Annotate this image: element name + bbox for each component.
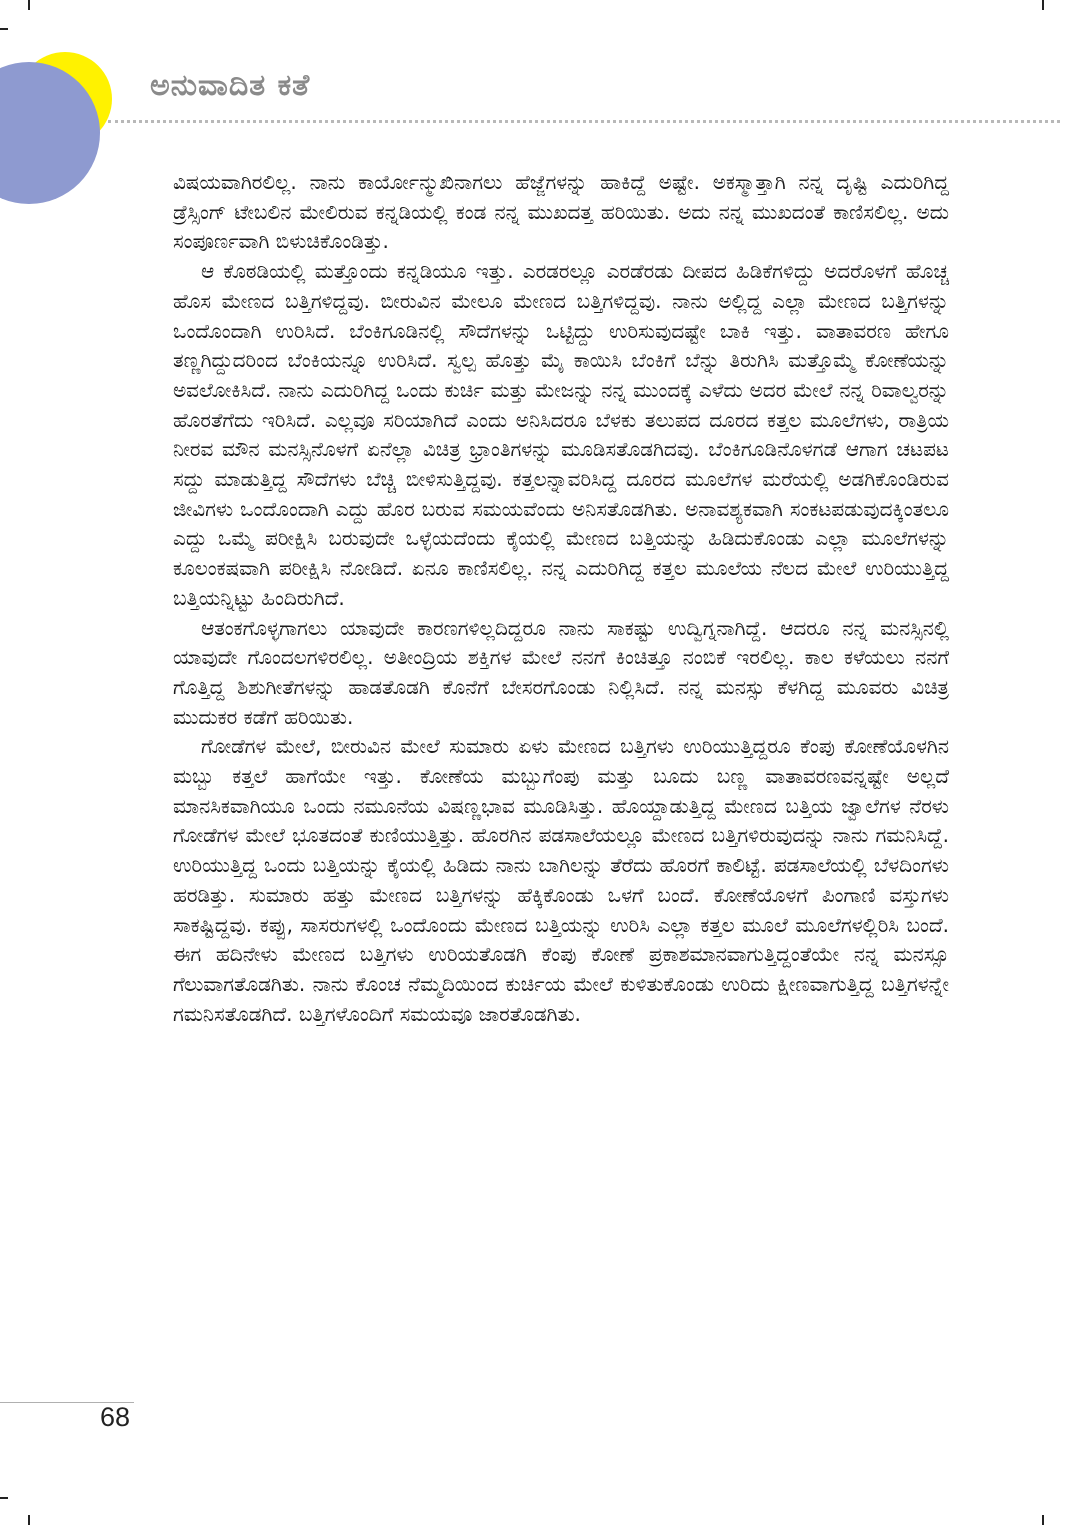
crop-mark <box>1042 0 1044 10</box>
paragraph: ಗೋಡೆಗಳ ಮೇಲೆ, ಬೀರುವಿನ ಮೇಲೆ ಸುಮಾರು ಏಳು ಮೇಣದ ಬತ್ತಿಗಳು ಉರಿಯುತ್ತಿದ್ದರೂ ಕೆಂಪು ಕೋಣೆಯೊಳಗಿನ ಮಬ್ಬು ಕತ್ತಲೆ ಹಾಗೆಯೇ ಇತ್ತು. ಕೋಣೆಯ ಮಬ್ಬುಗೆಂಪು ಮತ್ತು ಬೂದು ಬಣ್ಣ ವಾತಾವರಣವನ್ನಷ್ಟೇ ಅಲ್ಲದೆ ಮಾನಸಿಕವಾಗಿಯೂ ಒಂದು ನಮೂನೆಯ ವಿಷಣ್ಣಭಾವ ಮೂಡಿಸಿತ್ತು. ಹೊಯ್ದಾಡುತ್ತಿದ್ದ ಮೇಣದ ಬತ್ತಿಯ ಜ್ವಾಲೆಗಳ ನೆರಳು ಗೋಡೆಗಳ ಮೇಲೆ ಭೂತದಂತೆ ಕುಣಿಯುತ್ತಿತ್ತು. ಹೊರಗಿನ ಪಡಸಾಲೆಯಲ್ಲೂ ಮೇಣದ ಬತ್ತಿಗಳಿರುವುದನ್ನು ನಾನು ಗಮನಿಸಿದ್ದೆ. ಉರಿಯುತ್ತಿದ್ದ ಒಂದು ಬತ್ತಿಯನ್ನು ಕೈಯಲ್ಲಿ ಹಿಡಿದು ನಾನು ಬಾಗಿಲನ್ನು ತೆರೆದು ಹೊರಗೆ ಕಾಲಿಟ್ಟೆ. ಪಡಸಾಲೆಯಲ್ಲಿ ಬೆಳದಿಂಗಳು ಹರಡಿತ್ತು. ಸುಮಾರು ಹತ್ತು ಮೇಣದ ಬತ್ತಿಗಳನ್ನು ಹೆಕ್ಕಿಕೊಂಡು ಒಳಗೆ ಬಂದೆ. ಕೋಣೆಯೊಳಗೆ ಪಿಂಗಾಣಿ ವಸ್ತುಗಳು ಸಾಕಷ್ಟಿದ್ದವು. ಕಪ್ಪು, ಸಾಸರುಗಳಲ್ಲಿ ಒಂದೊಂದು ಮೇಣದ ಬತ್ತಿಯನ್ನು ಉರಿಸಿ ಎಲ್ಲಾ ಕತ್ತಲ ಮೂಲೆ ಮೂಲೆಗಳಲ್ಲಿರಿಸಿ ಬಂದೆ. ಈಗ ಹದಿನೇಳು ಮೇಣದ ಬತ್ತಿಗಳು ಉರಿಯತೊಡಗಿ ಕೆಂಪು ಕೋಣೆ ಪ್ರಕಾಶಮಾನವಾಗುತ್ತಿದ್ದಂತೆಯೇ ನನ್ನ ಮನಸ್ಸೂ ಗೆಲುವಾಗತೊಡಗಿತು. ನಾನು ಕೊಂಚ ನೆಮ್ಮದಿಯಿಂದ ಕುರ್ಚಿಯ ಮೇಲೆ ಕುಳಿತುಕೊಂಡು ಉರಿದು ಕ್ಷೀಣವಾಗುತ್ತಿದ್ದ ಬತ್ತಿಗಳನ್ನೇ ಗಮನಿಸತೊಡಗಿದೆ. ಬತ್ತಿಗಳೊಂದಿಗೆ ಸಮಯವೂ ಜಾರತೊಡಗಿತು. <box>173 734 949 1026</box>
paragraph: ಆ ಕೊಠಡಿಯಲ್ಲಿ ಮತ್ತೊಂದು ಕನ್ನಡಿಯೂ ಇತ್ತು. ಎರಡರಲ್ಲೂ ಎರಡೆರಡು ದೀಪದ ಹಿಡಿಕೆಗಳಿದ್ದು ಅದರೊಳಗೆ ಹೊಚ್ಚ ಹೊಸ ಮೇಣದ ಬತ್ತಿಗಳಿದ್ದವು. ಬೀರುವಿನ ಮೇಲೂ ಮೇಣದ ಬತ್ತಿಗಳಿದ್ದವು. ನಾನು ಅಲ್ಲಿದ್ದ ಎಲ್ಲಾ ಮೇಣದ ಬತ್ತಿಗಳನ್ನು ಒಂದೊಂದಾಗಿ ಉರಿಸಿದೆ. ಬೆಂಕಿಗೂಡಿನಲ್ಲಿ ಸೌದೆಗಳನ್ನು ಒಟ್ಟಿದ್ದು ಉರಿಸುವುದಷ್ಟೇ ಬಾಕಿ ಇತ್ತು. ವಾತಾವರಣ ಹೇಗೂ ತಣ್ಣಗಿದ್ದುದರಿಂದ ಬೆಂಕಿಯನ್ನೂ ಉರಿಸಿದೆ. ಸ್ವಲ್ಪ ಹೊತ್ತು ಮೈ ಕಾಯಿಸಿ ಬೆಂಕಿಗೆ ಬೆನ್ನು ತಿರುಗಿಸಿ ಮತ್ತೊಮ್ಮೆ ಕೋಣೆಯನ್ನು ಅವಲೋಕಿಸಿದೆ. ನಾನು ಎದುರಿಗಿದ್ದ ಒಂದು ಕುರ್ಚಿ ಮತ್ತು ಮೇಜನ್ನು ನನ್ನ ಮುಂದಕ್ಕೆ ಎಳೆದು ಅದರ ಮೇಲೆ ನನ್ನ ರಿವಾಲ್ವರನ್ನು ಹೊರತೆಗೆದು ಇರಿಸಿದೆ. ಎಲ್ಲವೂ ಸರಿಯಾಗಿದೆ ಎಂದು ಅನಿಸಿದರೂ ಬೆಳಕು ತಲುಪದ ದೂರದ ಕತ್ತಲ ಮೂಲೆಗಳು, ರಾತ್ರಿಯ ನೀರವ ಮೌನ ಮನಸ್ಸಿನೊಳಗೆ ಏನೆಲ್ಲಾ ವಿಚಿತ್ರ ಭ್ರಾಂತಿಗಳನ್ನು ಮೂಡಿಸತೊಡಗಿದವು. ಬೆಂಕಿಗೂಡಿನೊಳಗಡೆ ಆಗಾಗ ಚಟಪಟ ಸದ್ದು ಮಾಡುತ್ತಿದ್ದ ಸೌದೆಗಳು ಬೆಚ್ಚಿ ಬೀಳಿಸುತ್ತಿದ್ದವು. ಕತ್ತಲನ್ನಾವರಿಸಿದ್ದ ದೂರದ ಮೂಲೆಗಳ ಮರೆಯಲ್ಲಿ ಅಡಗಿಕೊಂಡಿರುವ ಜೀವಿಗಳು ಒಂದೊಂದಾಗಿ ಎದ್ದು ಹೊರ ಬರುವ ಸಮಯವೆಂದು ಅನಿಸತೊಡಗಿತು. ಅನಾವಶ್ಯಕವಾಗಿ ಸಂಕಟಪಡುವುದಕ್ಕಿಂತಲೂ ಎದ್ದು ಒಮ್ಮೆ ಪರೀಕ್ಷಿಸಿ ಬರುವುದೇ ಒಳ್ಳೆಯದೆಂದು ಕೈಯಲ್ಲಿ ಮೇಣದ ಬತ್ತಿಯನ್ನು ಹಿಡಿದುಕೊಂಡು ಎಲ್ಲಾ ಮೂಲೆಗಳನ್ನು ಕೂಲಂಕಷವಾಗಿ ಪರೀಕ್ಷಿಸಿ ನೋಡಿದೆ. ಏನೂ ಕಾಣಿಸಲಿಲ್ಲ. ನನ್ನ ಎದುರಿಗಿದ್ದ ಕತ್ತಲ ಮೂಲೆಯ ನೆಲದ ಮೇಲೆ ಉರಿಯುತ್ತಿದ್ದ ಬತ್ತಿಯನ್ನಿಟ್ಟು ಹಿಂದಿರುಗಿದೆ. <box>173 259 949 610</box>
section-title: ಅನುವಾದಿತ ಕತೆ <box>150 68 311 103</box>
crop-mark <box>0 28 8 30</box>
page-number: 68 <box>100 1402 131 1432</box>
paragraph: ಆತಂಕಗೊಳ್ಳಗಾಗಲು ಯಾವುದೇ ಕಾರಣಗಳಿಲ್ಲದಿದ್ದರೂ ನಾನು ಸಾಕಷ್ಟು ಉದ್ವಿಗ್ನನಾಗಿದ್ದೆ. ಆದರೂ ನನ್ನ ಮನಸ್ಸಿನಲ್ಲಿ ಯಾವುದೇ ಗೊಂದಲಗಳಿರಲಿಲ್ಲ. ಅತೀಂದ್ರಿಯ ಶಕ್ತಿಗಳ ಮೇಲೆ ನನಗೆ ಕಿಂಚಿತ್ತೂ ನಂಬಿಕೆ ಇರಲಿಲ್ಲ. ಕಾಲ ಕಳೆಯಲು ನನಗೆ ಗೊತ್ತಿದ್ದ ಶಿಶುಗೀತೆಗಳನ್ನು ಹಾಡತೊಡಗಿ ಕೊನೆಗೆ ಬೇಸರಗೊಂಡು ನಿಲ್ಲಿಸಿದೆ. ನನ್ನ ಮನಸ್ಸು ಕೆಳಗಿದ್ದ ಮೂವರು ವಿಚಿತ್ರ ಮುದುಕರ ಕಡೆಗೆ ಹರಿಯಿತು. <box>173 615 949 729</box>
crop-mark <box>28 0 30 10</box>
paragraph: ವಿಷಯವಾಗಿರಲಿಲ್ಲ. ನಾನು ಕಾರ್ಯೋನ್ಮುಖಿನಾಗಲು ಹೆಜ್ಜೆಗಳನ್ನು ಹಾಕಿದ್ದೆ ಅಷ್ಟೇ. ಅಕಸ್ಮಾತ್ತಾಗಿ ನನ್ನ ದೃಷ್ಟಿ ಎದುರಿಗಿದ್ದ ಡ್ರೆಸ್ಸಿಂಗ್ ಟೇಬಲಿನ ಮೇಲಿರುವ ಕನ್ನಡಿಯಲ್ಲಿ ಕಂಡ ನನ್ನ ಮುಖದತ್ತ ಹರಿಯಿತು. ಅದು ನನ್ನ ಮುಖದಂತೆ ಕಾಣಿಸಲಿಲ್ಲ. ಅದು ಸಂಪೂರ್ಣವಾಗಿ ಬಿಳುಚಿಕೊಂಡಿತ್ತು. <box>173 170 949 254</box>
header-dotted-divider <box>108 120 1060 123</box>
crop-mark <box>1042 1515 1044 1525</box>
crop-mark <box>28 1515 30 1525</box>
story-body <box>173 168 949 1029</box>
crop-mark <box>0 1497 8 1499</box>
